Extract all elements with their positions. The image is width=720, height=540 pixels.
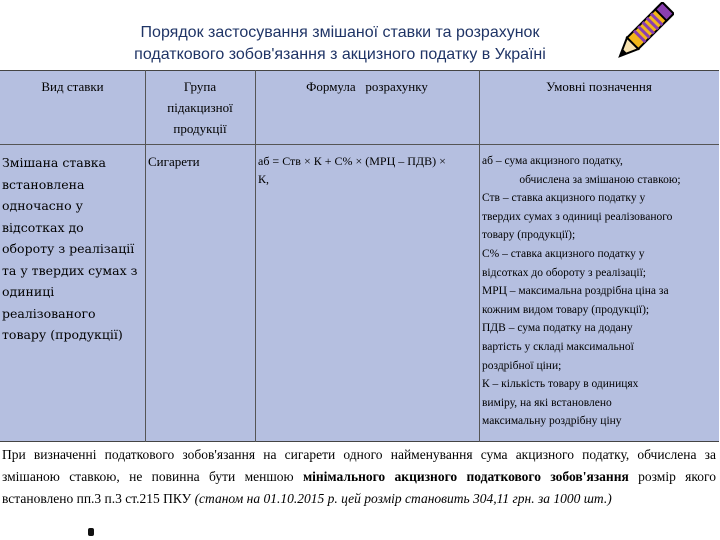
table-divider xyxy=(479,70,480,442)
header-legend: Умовні позначення xyxy=(546,79,652,94)
rate-type-line: одиниці xyxy=(2,284,55,299)
header-product-group xyxy=(145,76,255,139)
header-product-group-line: Група xyxy=(183,79,217,94)
rate-type-line: Змішана ставка xyxy=(2,155,107,170)
rate-type-line: встановлена xyxy=(2,176,85,192)
note-text: При визначенні податкового зобов'язання на сигарети одного найменування сума акцизного податку, обчислена за змішаною ставкою, не повинна бути меншою xyxy=(2,447,716,484)
legend-line: твердих сумах з одиниці реалізованого xyxy=(482,210,673,223)
header-product-group-line: підакцизної xyxy=(167,100,233,115)
page-title xyxy=(60,22,620,66)
formula-line: К, xyxy=(258,172,270,186)
legend-line: ПДВ – сума податку на додану xyxy=(482,322,633,335)
title-line-1: Порядок застосування змішаної ставки та розрахунок xyxy=(140,24,540,41)
rate-type-line: одночасно у xyxy=(2,198,83,213)
cell-legend xyxy=(482,152,718,431)
cell-formula xyxy=(258,152,476,188)
rate-type-line: реалізованого xyxy=(2,305,96,321)
legend-line: товару (продукції); xyxy=(482,229,576,242)
decorative-dot xyxy=(88,528,94,536)
legend-line: максимальну роздрібну ціну xyxy=(482,415,622,428)
note-paragraph xyxy=(2,444,716,510)
header-rate-type: Вид ставки xyxy=(41,79,104,94)
pencil-icon xyxy=(604,2,674,72)
cell-product-group: Сигарети xyxy=(148,154,200,169)
legend-line: аб – сума акцизного податку, xyxy=(482,155,623,167)
rate-type-line: та у твердих сумах з xyxy=(2,262,138,278)
cell-rate-type xyxy=(2,152,142,346)
legend-line: К – кількість товару в одиницях xyxy=(482,378,639,391)
table-header-divider xyxy=(0,144,719,145)
title-line-2: податкового зобов'язання з акцизного податку в Україні xyxy=(134,46,546,63)
legend-line: відсотках до обороту з реалізації; xyxy=(482,266,646,279)
note-italic-text: (станом на 01.10.2015 р. цей розмір становить 304,11 грн. за 1000 шт.) xyxy=(194,491,612,506)
legend-line: С% – ставка акцизного податку у xyxy=(482,247,645,260)
rate-type-line: товару (продукції) xyxy=(2,327,123,342)
note-bold-text: мінімального акцизного податкового зобов'язання xyxy=(302,469,629,484)
rate-type-line: обороту з реалізації xyxy=(2,241,135,256)
legend-line: виміру, на які встановлено xyxy=(482,396,612,409)
legend-line: обчислена за змішаною ставкою; xyxy=(519,173,681,186)
legend-line: вартість у складі максимальної xyxy=(482,340,634,353)
rate-type-line: відсотках до xyxy=(2,219,84,235)
formula-line: аб = Ств × К + С% × (МРЦ – ПДВ) × xyxy=(258,154,446,168)
header-formula: Формула розрахунку xyxy=(306,79,428,94)
legend-line: МРЦ – максимальна роздрібна ціна за xyxy=(482,285,669,298)
table-divider xyxy=(255,70,256,442)
header-product-group-line: продукції xyxy=(173,121,227,136)
note-text: розмір якого встановлено пп.3 п.3 ст.215 ПКУ xyxy=(2,469,716,506)
legend-line: Ств – ставка акцизного податку у xyxy=(482,192,646,205)
legend-line: роздрібної ціни; xyxy=(482,359,562,372)
legend-line: кожним видом товару (продукції); xyxy=(482,303,650,316)
